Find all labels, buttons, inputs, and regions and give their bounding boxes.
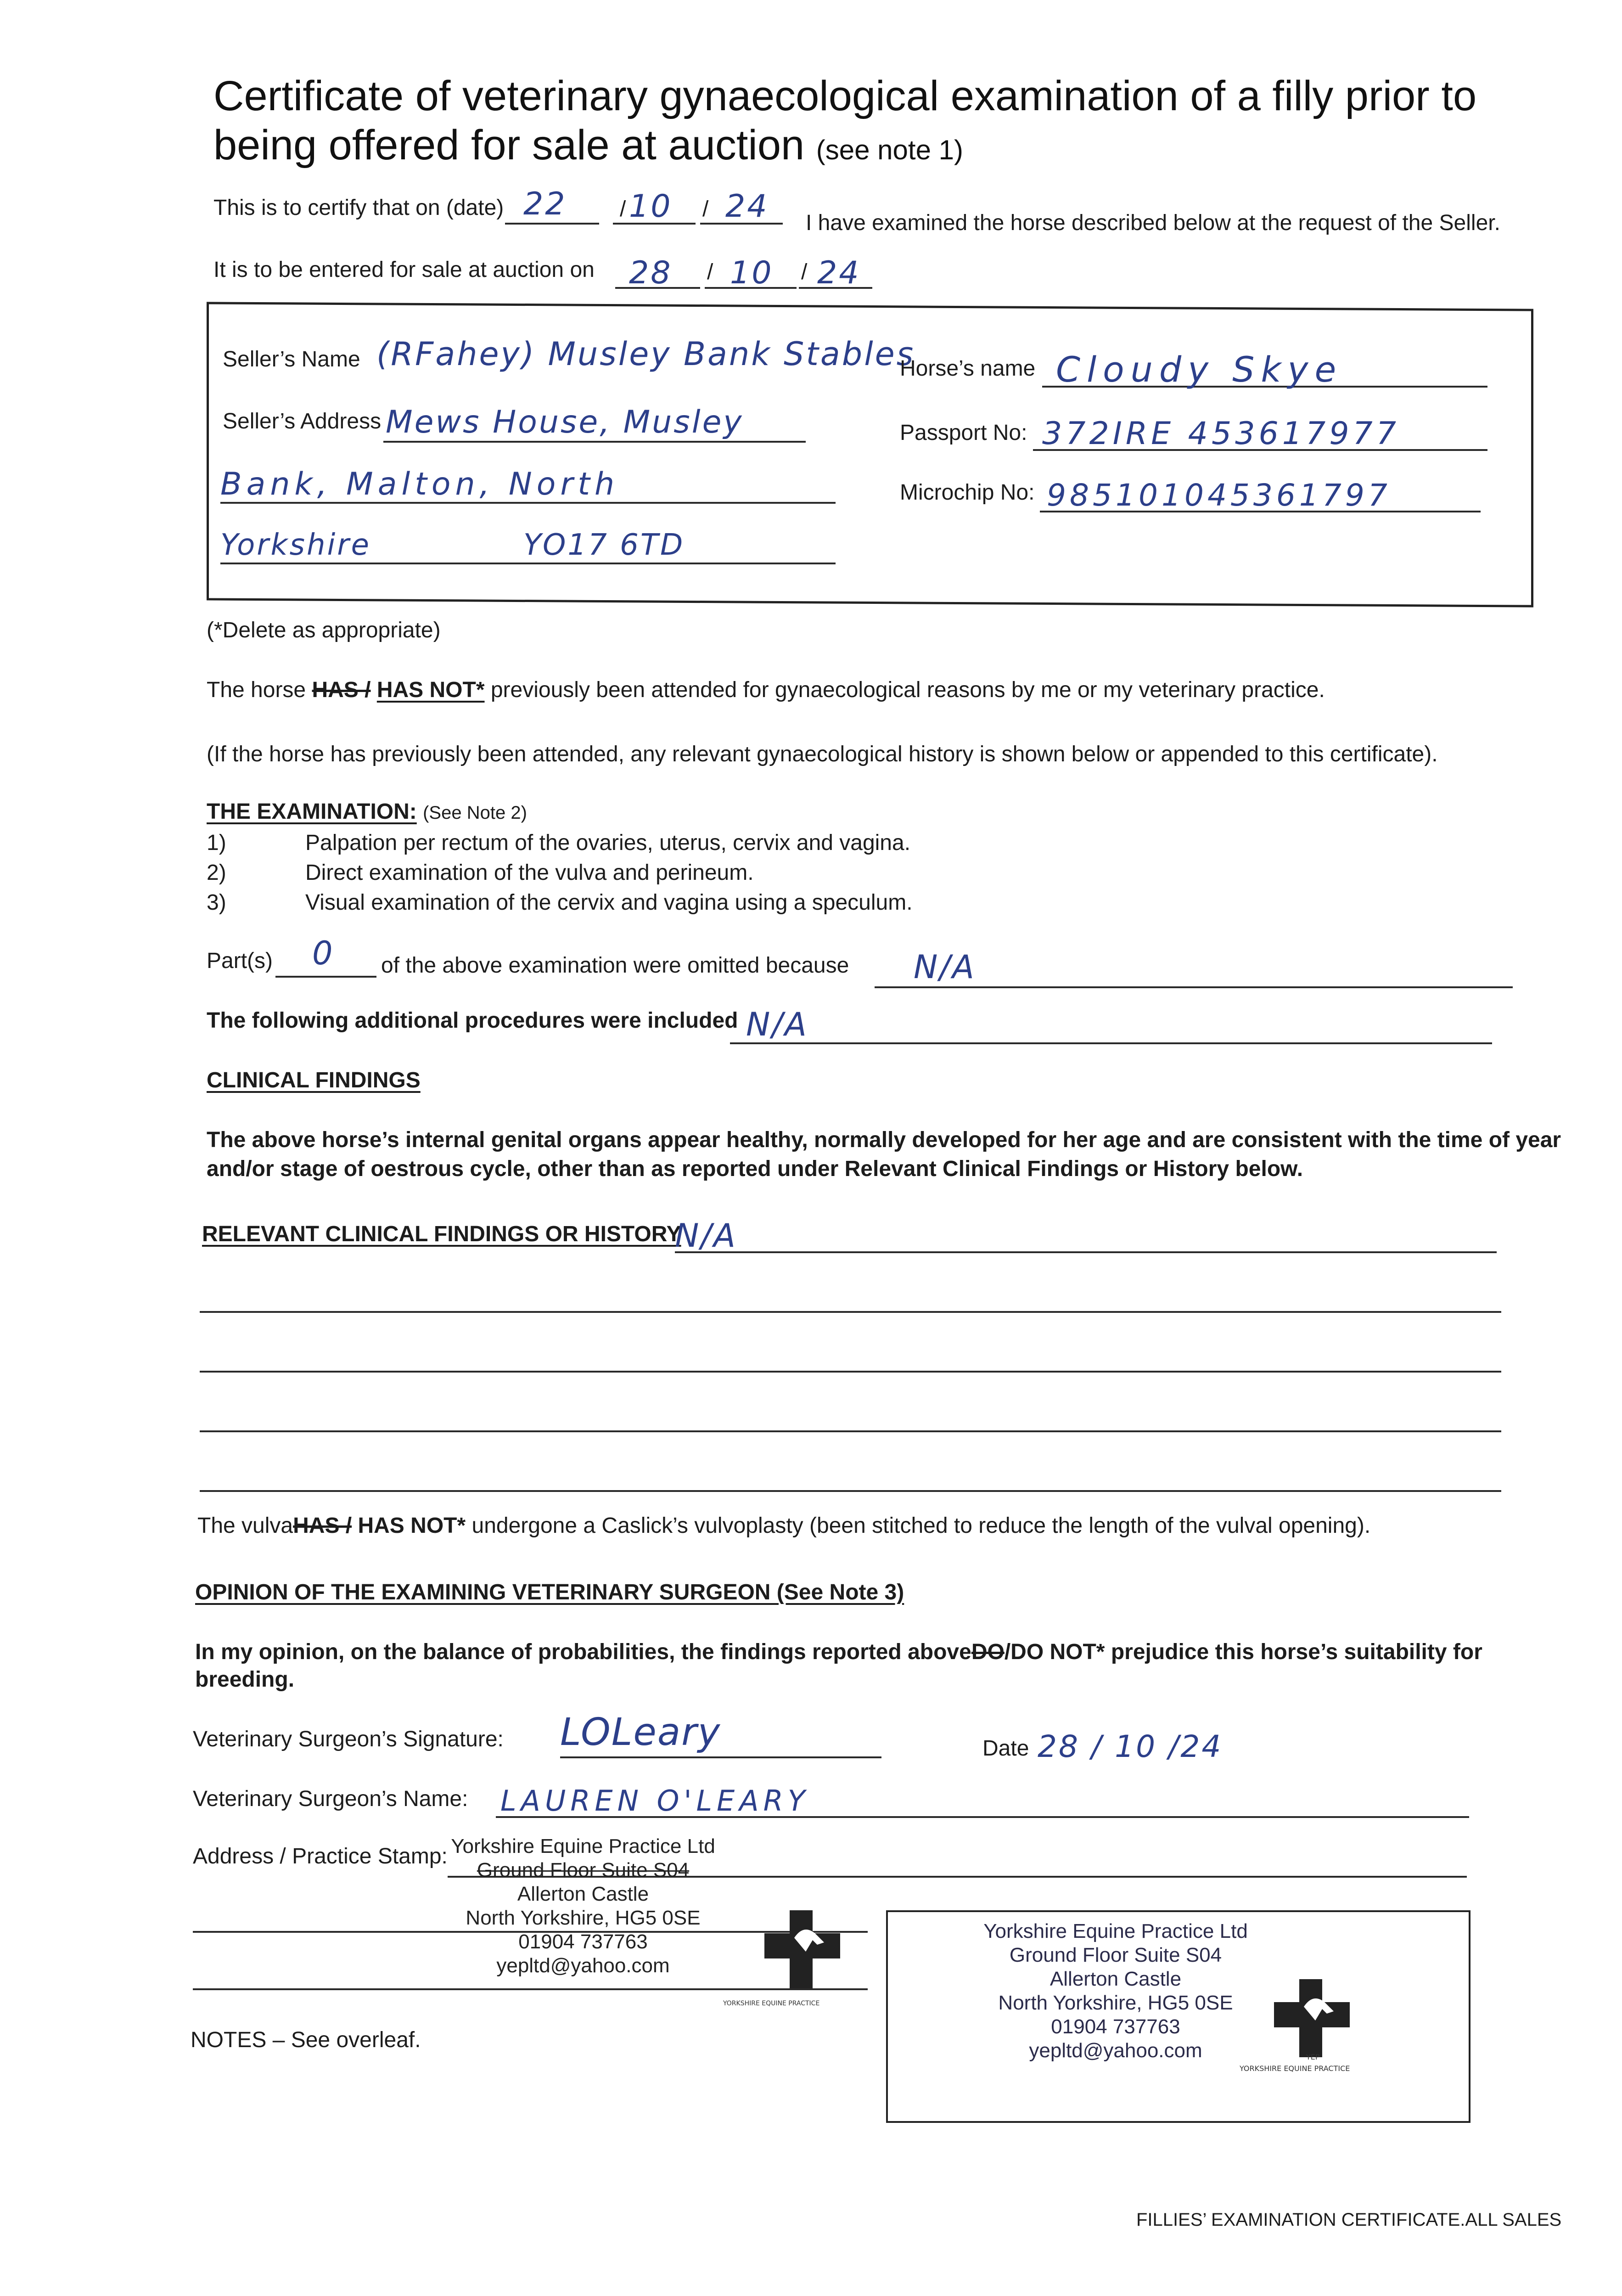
clinical-statement-line2: and/or stage of oestrous cycle, other than as reported under Relevant Clinical Findings or History below.: [207, 1157, 1303, 1181]
seller-name-label: Seller’s Name: [223, 347, 360, 371]
history-note: (If the horse has previously been attended, any relevant gynaecological history is shown below or appended to this certificate).: [207, 742, 1438, 766]
examination-heading: THE EXAMINATION:: [207, 799, 417, 824]
relevant-value[interactable]: N/A: [675, 1217, 737, 1255]
signature-label: Veterinary Surgeon’s Signature:: [193, 1727, 504, 1751]
delete-note: (*Delete as appropriate): [207, 618, 441, 642]
exam-date-day[interactable]: 22: [523, 186, 567, 222]
findings-line-1[interactable]: [200, 1311, 1501, 1313]
practice-stamp-label: Address / Practice Stamp:: [193, 1844, 448, 1868]
certify-prefix: This is to certify that on (date): [213, 196, 504, 220]
title-line2-text: being offered for sale at auction: [213, 122, 805, 169]
additional-value[interactable]: N/A: [746, 1006, 808, 1043]
relevant-label: RELEVANT CLINICAL FINDINGS OR HISTORY: [202, 1222, 681, 1246]
opinion-heading: OPINION OF THE EXAMINING VETERINARY SURGEON (See Note 3): [195, 1580, 904, 1604]
opinion-struck-option: DO: [971, 1640, 1005, 1664]
clinical-heading: CLINICAL FINDINGS: [207, 1068, 421, 1092]
omitted-middle: of the above examination were omitted because: [381, 953, 849, 978]
findings-line-3[interactable]: [200, 1430, 1501, 1432]
horse-name-label: Horse’s name: [900, 356, 1036, 381]
document-title-line1: Certificate of veterinary gynaecological examination of a filly prior to: [213, 73, 1477, 119]
auction-date-sep1: /: [707, 260, 713, 284]
stamp1-logo-text: YORKSHIRE EQUINE PRACTICE: [723, 2000, 820, 2007]
exam-item-text-2: Direct examination of the vulva and perineum.: [305, 861, 754, 885]
passport-value[interactable]: 372IRE 453617977: [1042, 416, 1400, 452]
signature-date-value[interactable]: 28 / 10 /24: [1038, 1729, 1223, 1764]
surgeon-name-label: Veterinary Surgeon’s Name:: [193, 1787, 468, 1811]
signature-date-label: Date: [982, 1736, 1029, 1761]
opinion-line1-suffix: prejudice this horse’s suitability for: [1111, 1640, 1482, 1664]
footer-title: FILLIES’ EXAMINATION CERTIFICATE.ALL SALES: [1136, 2210, 1562, 2230]
stamp2-line5: 01904 737763: [1051, 2015, 1180, 2038]
exam-item-num-2: 2): [207, 861, 226, 885]
opinion-line1: [195, 1639, 1482, 1665]
exam-item-num-1: 1): [207, 831, 226, 855]
stamp2-logo-text: YORKSHIRE EQUINE PRACTICE: [1240, 2064, 1350, 2073]
stamp1-line1: Yorkshire Equine Practice Ltd: [451, 1835, 715, 1857]
seller-address-line2[interactable]: Bank, Malton, North: [220, 466, 619, 502]
passport-label: Passport No:: [900, 421, 1027, 445]
additional-label: The following additional procedures were included: [207, 1008, 738, 1033]
stamp2-line6: yepltd@yahoo.com: [1029, 2039, 1202, 2062]
examination-heading-row: [207, 799, 527, 824]
stamp2-logo-abbrev: YEP: [1306, 2053, 1320, 2061]
horse-name-value[interactable]: Cloudy Skye: [1056, 349, 1343, 390]
stamp2-text: [927, 1919, 1304, 2063]
omitted-parts-value[interactable]: 0: [312, 934, 335, 972]
exam-date-sep2: /: [702, 197, 709, 221]
signature-value[interactable]: LOLeary: [560, 1711, 721, 1754]
document-title-line2: [213, 120, 963, 175]
findings-line-4[interactable]: [200, 1490, 1501, 1492]
attended-suffix: previously been attended for gynaecological reasons by me or my veterinary practice.: [490, 678, 1325, 702]
seller-address-label: Seller’s Address: [223, 409, 382, 433]
seller-address-line3a[interactable]: Yorkshire: [220, 528, 371, 562]
stamp2-line1: Yorkshire Equine Practice Ltd: [983, 1920, 1248, 1942]
stamp2-line2: Ground Floor Suite S04: [1009, 1944, 1222, 1966]
stamp1-line6: yepltd@yahoo.com: [496, 1954, 670, 1977]
findings-line-2[interactable]: [200, 1371, 1501, 1373]
vulva-prefix: The vulva: [197, 1514, 293, 1538]
exam-date-month[interactable]: 10: [629, 188, 673, 225]
stamp1-line2: Ground Floor Suite S04: [477, 1859, 690, 1881]
auction-date-sep2: /: [801, 260, 808, 284]
examination-note: (See Note 2): [423, 803, 527, 823]
omitted-prefix: Part(s): [207, 949, 273, 973]
stamp1-logo-icon: [758, 1906, 849, 1998]
stamp1-line3: Allerton Castle: [517, 1883, 649, 1905]
opinion-selected-option: /DO NOT*: [1004, 1640, 1105, 1664]
vulva-suffix: undergone a Caslick’s vulvoplasty (been stitched to reduce the length of the vulval opening).: [471, 1514, 1371, 1538]
auction-date-year[interactable]: 24: [817, 255, 861, 291]
opinion-line2: breeding.: [195, 1667, 295, 1692]
auction-date-day[interactable]: 28: [629, 255, 673, 291]
certify-suffix: I have examined the horse described below at the request of the Seller.: [806, 211, 1500, 235]
seller-name-value[interactable]: (RFahey) Musley Bank Stables: [376, 335, 915, 373]
surgeon-name-value[interactable]: LAUREN O'LEARY: [500, 1784, 810, 1818]
stamp2-line3: Allerton Castle: [1050, 1968, 1182, 1990]
stamp1-line5: 01904 737763: [518, 1930, 648, 1953]
exam-date-year[interactable]: 24: [725, 188, 769, 225]
exam-item-text-1: Palpation per rectum of the ovaries, uterus, cervix and vagina.: [305, 831, 911, 855]
attended-prefix: The horse: [207, 678, 306, 702]
attended-selected-option: HAS NOT*: [376, 678, 485, 702]
clinical-statement-line1: The above horse’s internal genital organs appear healthy, normally developed for her age and are consistent with the time of year: [207, 1128, 1561, 1152]
seller-address-line1[interactable]: Mews House, Musley: [386, 404, 744, 440]
vulva-statement: [197, 1513, 1370, 1538]
exam-item-num-3: 3): [207, 890, 226, 915]
stamp1-line4: North Yorkshire, HG5 0SE: [466, 1907, 701, 1929]
omitted-reason-value[interactable]: N/A: [914, 948, 976, 986]
stamp1-text: [422, 1835, 744, 1978]
stamp2-line4: North Yorkshire, HG5 0SE: [998, 1992, 1233, 2014]
attended-struck-option: HAS /: [312, 678, 371, 702]
microchip-label: Microchip No:: [900, 480, 1035, 505]
seller-address-line3b[interactable]: YO17 6TD: [523, 528, 685, 562]
title-note: (see note 1): [816, 135, 963, 165]
microchip-value[interactable]: 985101045361797: [1047, 478, 1391, 513]
exam-date-sep1: /: [620, 197, 626, 221]
opinion-line1-prefix: In my opinion, on the balance of probabilities, the findings reported above: [195, 1640, 971, 1664]
auction-prefix: It is to be entered for sale at auction on: [213, 258, 595, 282]
exam-item-text-3: Visual examination of the cervix and vagina using a speculum.: [305, 890, 913, 915]
auction-date-month[interactable]: 10: [730, 255, 774, 291]
vulva-struck-option: HAS /: [293, 1514, 352, 1538]
notes: NOTES – See overleaf.: [191, 2028, 421, 2052]
attended-statement: [207, 677, 1325, 703]
vulva-selected-option: HAS NOT*: [358, 1514, 466, 1538]
